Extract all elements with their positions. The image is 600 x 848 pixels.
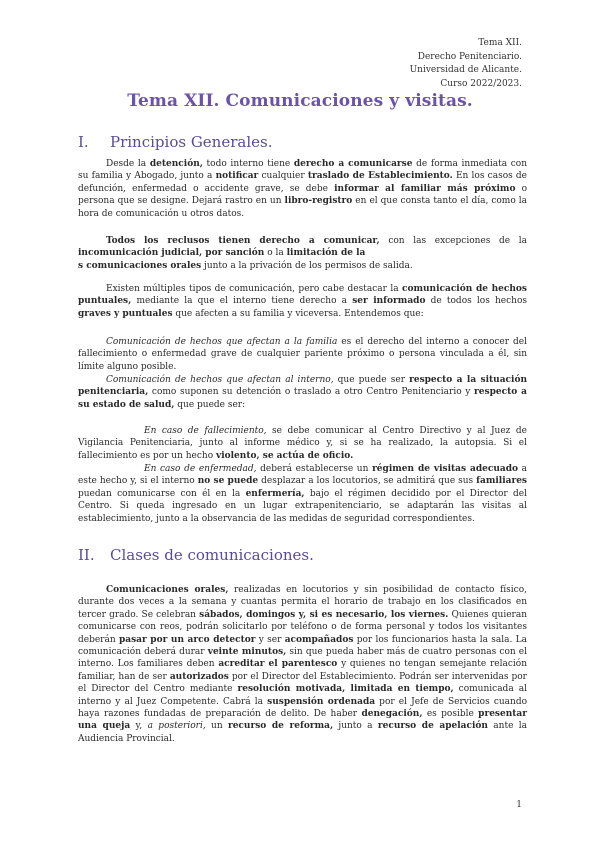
- text-run: con las excepciones de la: [379, 236, 527, 246]
- text-run: en el que consta tanto el día, como la hora de comunicación u otros datos.: [78, 196, 527, 219]
- text-run: informar al familiar más próximo: [334, 183, 516, 194]
- text-run: que puede ser:: [174, 399, 246, 410]
- text-run: respecto a su estado de salud,: [78, 387, 527, 410]
- text-run: por el Director del Establecimiento. Podrán ser intervenidas por el Director del Centro mediante: [78, 671, 527, 695]
- text-run: y quienes no tengan semejante relación familiar, han de ser: [78, 659, 528, 682]
- section-heading-2: [78, 546, 314, 564]
- header-line: Universidad de Alicante.: [409, 65, 522, 75]
- section-title: Clases de comunicaciones.: [110, 546, 314, 564]
- text-run: Todos los reclusos tienen derecho a comunicar,: [106, 236, 380, 246]
- text-run: Quienes quieran comunicarse con reos, podrán solicitarlo por teléfono o de forma personal y todos los visitantes deberán: [78, 609, 527, 645]
- text-run: libro-registro: [284, 196, 353, 207]
- text-run: En caso de enfermedad,: [144, 464, 257, 474]
- text-run: presentar una queja: [78, 709, 527, 732]
- text-run: resolución motivada, limitada en tiempo,: [237, 684, 454, 695]
- text-run: ser informado: [352, 296, 426, 307]
- text-run: suspensión ordenada: [267, 696, 376, 707]
- paragraph: [78, 283, 527, 320]
- section-title: Principios Generales.: [110, 133, 273, 151]
- text-run: régimen de visitas adecuado: [372, 464, 518, 474]
- text-run: por los funcionarios hasta la sala. La comunicación deberá durar: [78, 634, 528, 658]
- section-number: II.: [78, 546, 95, 564]
- document-title: Tema XII. Comunicaciones y visitas.: [127, 91, 473, 111]
- text-run: mediante la que el interno tiene derecho a: [131, 296, 353, 307]
- paragraph: [78, 463, 527, 525]
- section-number: I.: [78, 133, 89, 151]
- text-run: familiares: [476, 476, 527, 487]
- section-heading-1: [78, 133, 272, 151]
- text-run: o persona que se designe. Dejará rastro en un: [78, 183, 527, 207]
- text-run: un: [205, 721, 228, 732]
- text-run: se debe comunicar al Centro Directivo y al Juez de Vigilancia Penitenciaria, junto al informe médico y, si se ha realizado, la autopsia. Si el fallecimiento es por un hecho: [78, 426, 528, 461]
- header-line: Tema XII.: [478, 38, 522, 48]
- text-run: a este hecho y, si el interno: [78, 464, 528, 487]
- text-run: s comunicaciones orales: [78, 260, 202, 271]
- text-run: por el Jefe de Servicios cuando haya razones fundadas de preparación de delito. De haber: [78, 696, 528, 720]
- text-run: pasar por un arco detector: [118, 634, 256, 645]
- text-run: graves y puntuales: [78, 308, 173, 319]
- text-run: comunicación de hechos puntuales,: [78, 284, 528, 307]
- text-run: sin que pueda haber más de cuatro personas con el interno. Los familiares deben: [78, 647, 527, 670]
- paragraph: [78, 584, 527, 745]
- paragraph: [78, 336, 527, 373]
- text-run: Existen múltiples tipos de comunicación, pero cabe destacar la: [106, 284, 402, 294]
- text-run: En los casos de defunción, enfermedad o accidente grave, se debe: [78, 171, 528, 194]
- text-run: recurso de reforma,: [227, 721, 334, 732]
- text-run: deberá establecerse un: [256, 464, 373, 474]
- text-run: que puede ser: [333, 375, 410, 385]
- text-run: o la: [264, 248, 287, 259]
- text-run: que afecten a su familia y viceversa. Entendemos que:: [172, 308, 424, 319]
- text-run: veinte minutos,: [207, 647, 287, 658]
- text-run: respecto a la situación penitenciaria,: [78, 375, 527, 398]
- text-run: realizadas en locutorios y sin posibilidad de contacto físico, durante dos veces a la semana y cuantas permita el horario de trabajo en los clasificados en tercer grado. Se celebran: [78, 585, 527, 620]
- paragraph: [78, 158, 527, 220]
- text-run: bajo el régimen decidido por el Director del Centro. Si queda ingresado en un lugar extrapenitenciario, se adaptarán las visitas al establecimiento, junto a la observancia de las medidas de seguridad correspondientes.: [78, 488, 527, 524]
- text-run: a posteriori,: [147, 721, 206, 732]
- paragraph: [78, 235, 527, 272]
- text-run: comunicada al interno y al Juez Competente. Cabrá la: [78, 684, 527, 707]
- text-run: acreditar el parentesco: [218, 659, 338, 670]
- header-line: Derecho Penitenciario.: [417, 51, 522, 62]
- header-line: Curso 2022/2023.: [440, 78, 522, 89]
- text-run: acompañados: [284, 634, 354, 645]
- text-run: Comunicación de hechos que afectan a la familia: [106, 337, 338, 347]
- text-run: Desde la: [106, 159, 150, 169]
- paragraph: [78, 425, 527, 462]
- text-run: no se puede: [197, 476, 259, 487]
- text-run: Comunicaciones orales,: [106, 585, 229, 595]
- text-run: y ser: [255, 634, 285, 645]
- text-run: ante la Audiencia Provincial.: [78, 721, 527, 744]
- text-run: incomunicación judicial, por sanción: [78, 248, 265, 259]
- text-run: denegación,: [361, 709, 423, 720]
- text-run: desplazar a los locutorios, se admitirá que sus: [258, 476, 477, 487]
- text-run: junto a la privación de los permisos de salida.: [201, 260, 413, 271]
- text-run: En caso de fallecimiento,: [144, 426, 267, 436]
- text-run: es el derecho del interno a conocer del fallecimiento o enfermedad grave de cualquier pariente próximo o persona vinculada a él, sin límite alguno posible.: [78, 337, 527, 372]
- text-run: autorizados: [169, 671, 229, 682]
- text-run: traslado de Establecimiento.: [307, 171, 453, 182]
- text-run: Comunicación de hechos que afectan al interno,: [106, 375, 334, 385]
- paragraph: [78, 374, 527, 411]
- text-run: notificar: [215, 171, 259, 182]
- page-number: 1: [516, 800, 522, 810]
- text-run: todo interno tiene: [202, 159, 294, 169]
- text-run: puedan comunicarse con él en la: [78, 488, 246, 499]
- text-run: violento, se actúa de oficio.: [215, 450, 354, 461]
- text-run: limitación de la: [286, 248, 366, 259]
- text-run: de todos los hechos: [425, 296, 527, 307]
- text-run: y,: [130, 721, 148, 732]
- text-run: derecho a comunicarse: [293, 159, 413, 169]
- text-run: enfermería,: [245, 488, 305, 499]
- running-header: [410, 37, 522, 91]
- text-run: sábados, domingos y, si es necesario, los viernes.: [199, 609, 449, 620]
- text-run: junto a: [333, 721, 378, 732]
- text-run: recurso de apelación: [377, 721, 488, 732]
- text-run: detención,: [149, 159, 203, 169]
- text-run: es posible: [422, 709, 479, 720]
- text-run: de forma inmediata con su familia y Abogado, junto a: [78, 159, 527, 182]
- text-run: cualquier: [258, 171, 308, 182]
- text-run: como suponen su detención o traslado a otro Centro Penitenciario y: [148, 387, 475, 398]
